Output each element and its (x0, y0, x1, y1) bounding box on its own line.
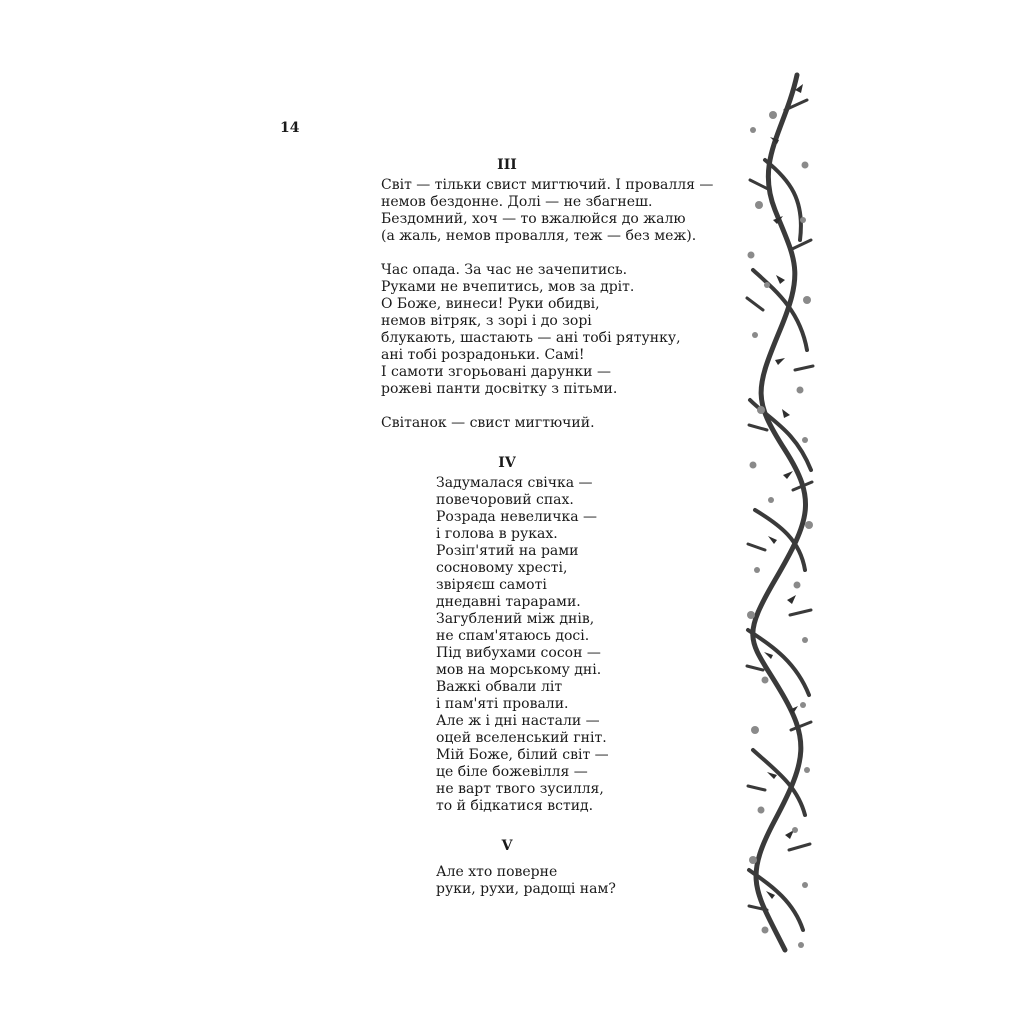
poem-line: не варт твого зусилля, (436, 781, 604, 797)
poem-line: рожеві панти досвітку з пітьми. (381, 381, 618, 397)
poem-line: мов на морському дні. (436, 662, 602, 678)
poem-line: Світ — тільки свист мигтючий. І провалля — (381, 177, 714, 193)
stanza (436, 864, 616, 898)
stanza (381, 177, 713, 245)
poem-line: ані тобі розрадоньки. Самі! (381, 347, 585, 363)
poem-line: Розіп'ятий на рами (436, 543, 579, 559)
poem-line: І самоти згорьовані дарунки — (381, 364, 611, 380)
poem-line: сосновому хресті, (436, 560, 568, 576)
poem-line: Світанок — свист мигтючий. (381, 415, 595, 431)
poem-line: Але хто поверне (436, 864, 558, 880)
poem-line: оцей вселенський гніт. (436, 730, 607, 746)
poem-line: Час опада. За час не зачепитись. (381, 262, 628, 278)
poem-line: Бездомний, хоч — то вжалюйся до жалю (381, 211, 686, 227)
poem-line: Але ж і дні настали — (436, 713, 600, 729)
poem-line: звіряєш самоті (436, 577, 547, 593)
poem-line: Мій Боже, білий світ — (436, 747, 609, 763)
thorn-vine-illustration (745, 70, 815, 955)
stanza (381, 415, 595, 432)
poem-line: Розрада невеличка — (436, 509, 598, 525)
section-heading-iv: IV (498, 455, 516, 471)
stanza (436, 475, 609, 815)
section-heading-v: V (501, 838, 513, 854)
poem-line: Під вибухами сосон — (436, 645, 601, 661)
poem-line: (а жаль, немов провалля, теж — без меж). (381, 228, 697, 244)
poem-line: немов бездонне. Долі — не збагнеш. (381, 194, 653, 210)
page-number: 14 (280, 120, 300, 136)
stanza (381, 262, 681, 398)
poem-line: і голова в руках. (436, 526, 558, 542)
poem-line: руки, рухи, радощі нам? (436, 881, 616, 897)
poem-line: це біле божевілля — (436, 764, 588, 780)
poem-line: блукають, шастають — ані тобі рятунку, (381, 330, 681, 346)
poem-line: не спам'ятаюсь досі. (436, 628, 590, 644)
poem-line: і пам'яті провали. (436, 696, 569, 712)
poem-line: Руками не вчепитись, мов за дріт. (381, 279, 635, 295)
poem-line: повечоровий спах. (436, 492, 574, 508)
poem-line: Важкі обвали літ (436, 679, 563, 695)
poem-line: то й бідкатися встид. (436, 798, 594, 814)
poem-line: Задумалася свічка — (436, 475, 593, 491)
poem-line: немов вітряк, з зорі і до зорі (381, 313, 592, 329)
poem-line: днедавні тарарами. (436, 594, 581, 610)
poem-line: О Боже, винеси! Руки обидві, (381, 296, 600, 312)
section-heading-iii: III (497, 157, 517, 173)
poem-line: Загублений між днів, (436, 611, 595, 627)
